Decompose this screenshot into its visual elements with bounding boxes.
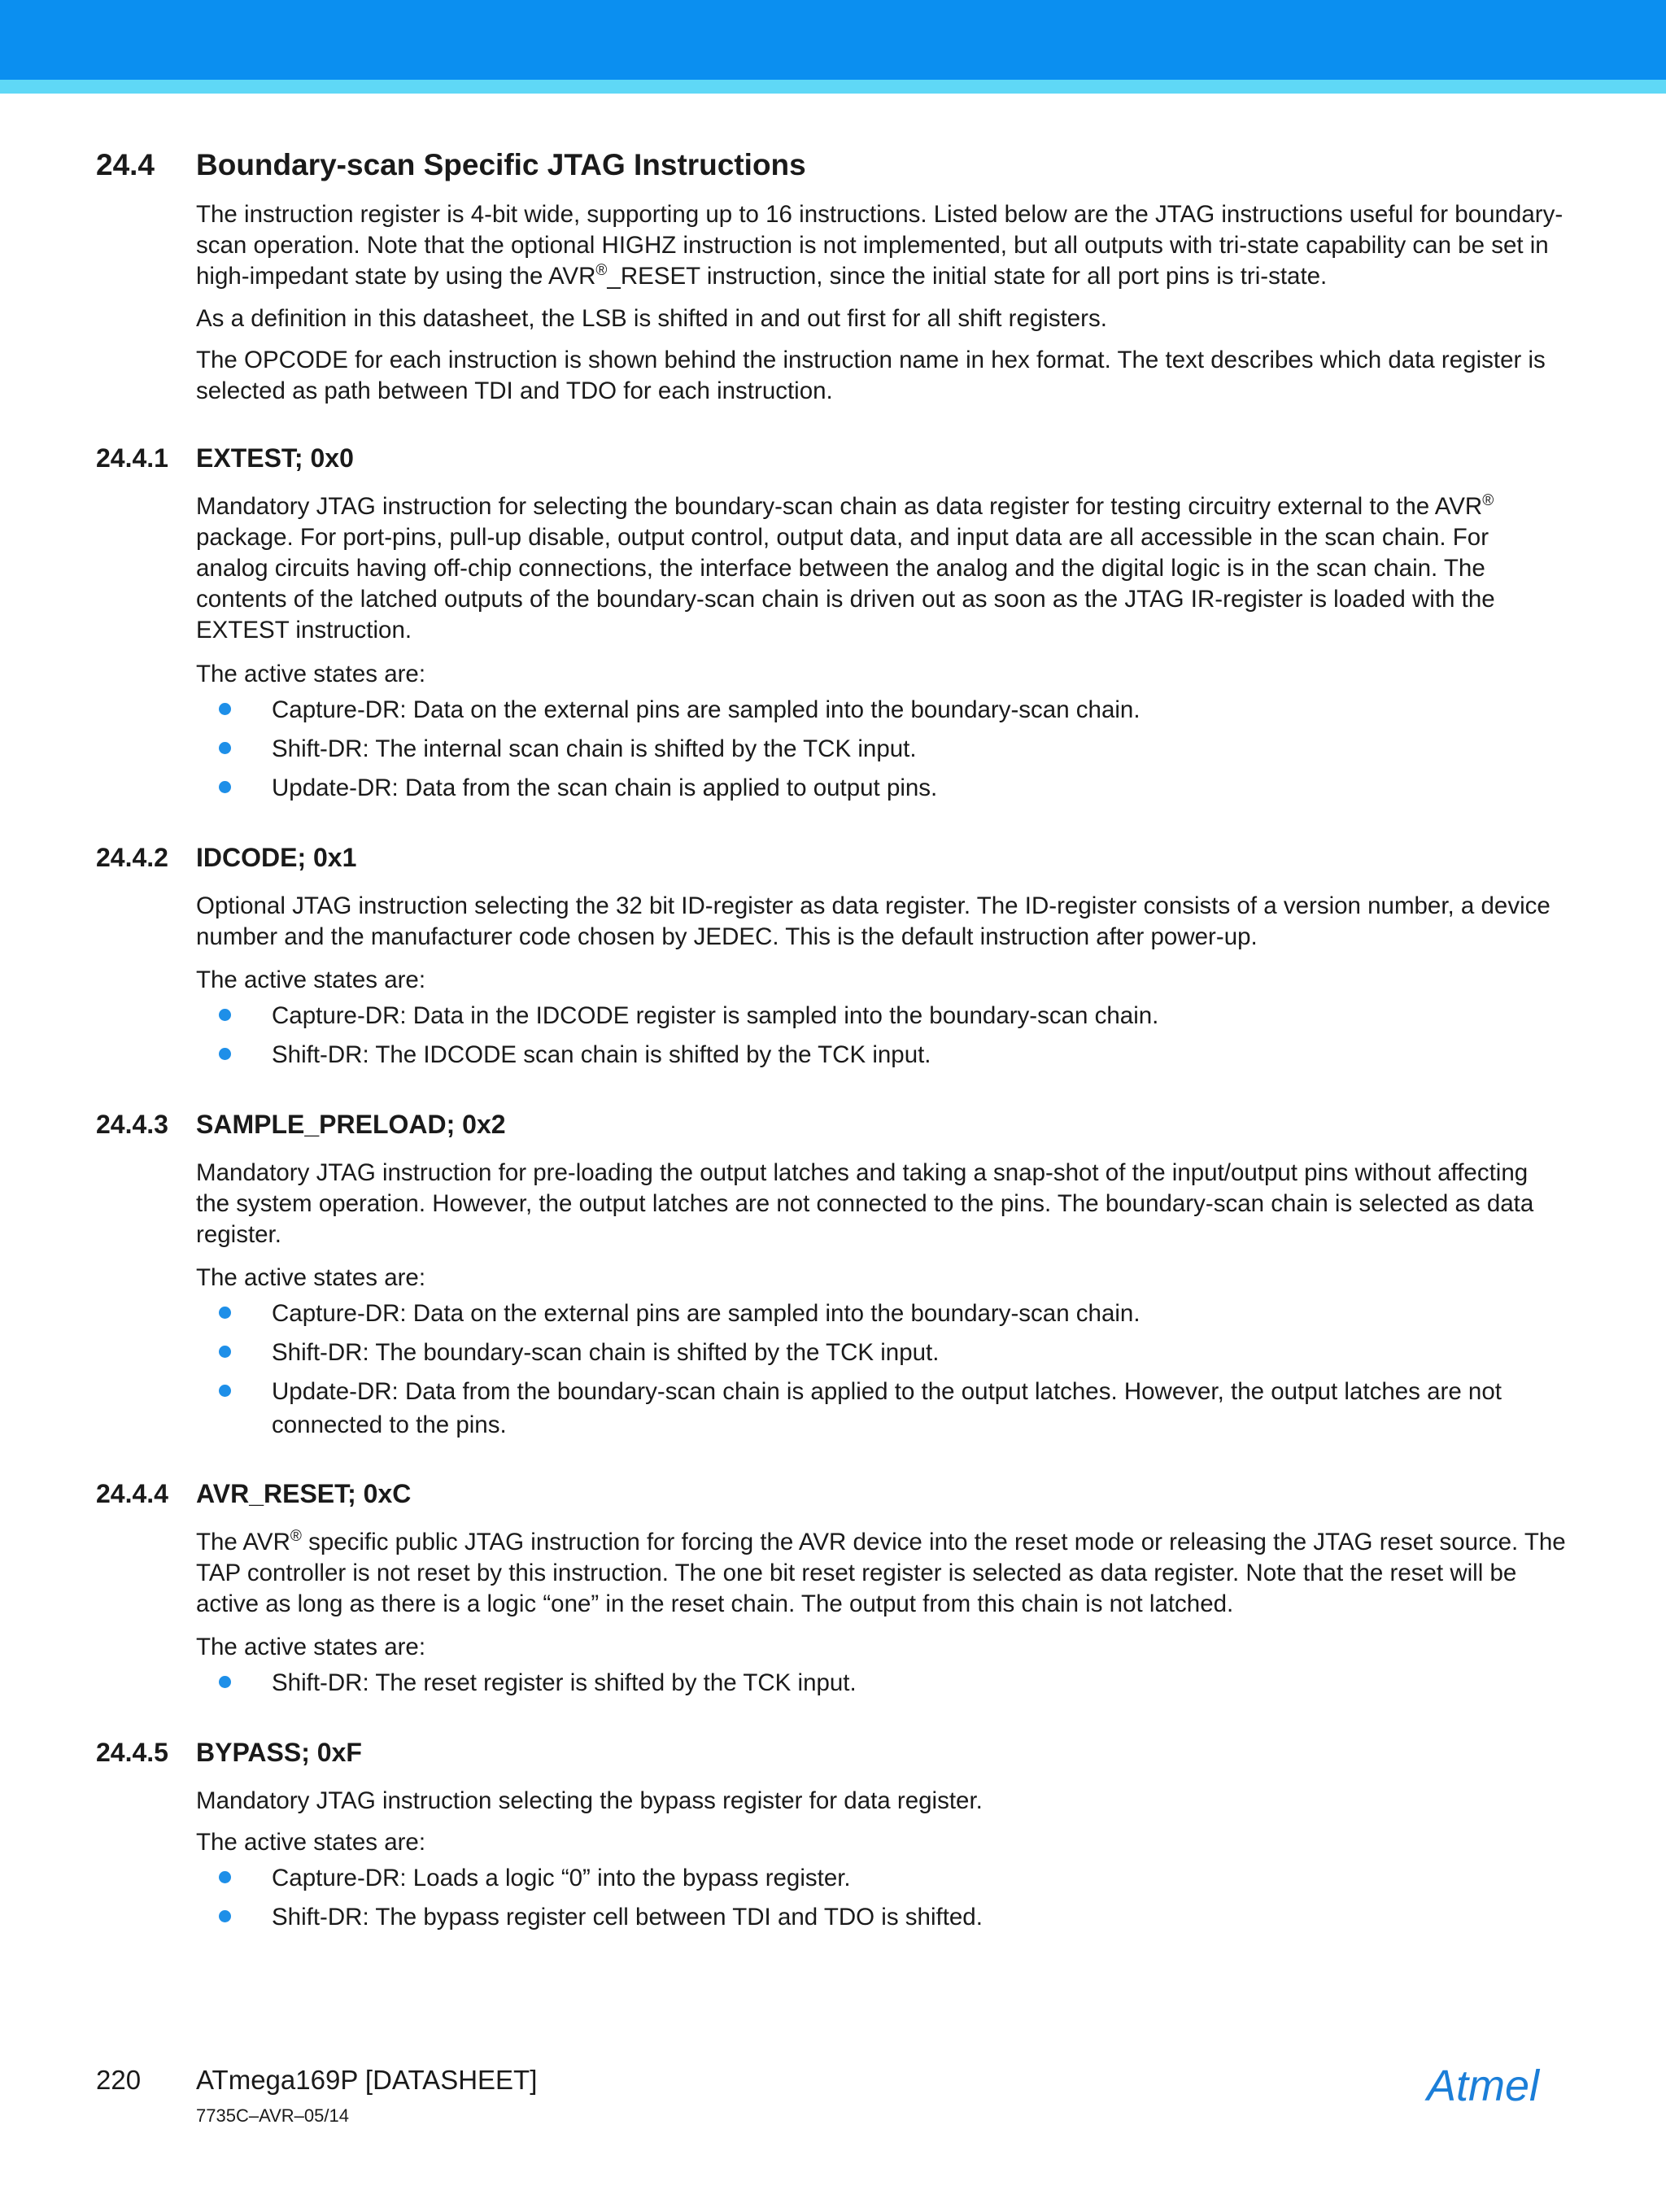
- sample-heading: 24.4.3 SAMPLE_PRELOAD; 0x2: [96, 1110, 506, 1139]
- list-item: Update-DR: Data from the scan chain is applied to output pins.: [272, 771, 1567, 805]
- document-title: ATmega169P [DATASHEET]: [196, 2065, 538, 2095]
- opcode-paragraph: The OPCODE for each instruction is shown behind the instruction name in hex format. The text describes which data register is selected as path between TDI and TDO for each instruction.: [196, 347, 1546, 404]
- bullet-icon: [219, 703, 231, 715]
- intro-paragraph: The instruction register is 4-bit wide, supporting up to 16 instructions. Listed below are the JTAG instructions useful for boundary-scan operation. Note that the optional HIGHZ instruction is not implemented, but all outputs with tri-state capability can be set in high-impedant state by using the AVR®_RESET instruction, since the initial state for all port pins is tri-state.: [196, 201, 1564, 290]
- lsb-paragraph: As a definition in this datasheet, the LSB is shifted in and out first for all shift registers.: [196, 305, 1107, 332]
- header-stripe: [0, 80, 1666, 94]
- list-item: Capture-DR: Data in the IDCODE register is sampled into the boundary-scan chain.: [272, 999, 1567, 1032]
- list-item: Capture-DR: Data on the external pins are sampled into the boundary-scan chain.: [272, 1297, 1567, 1330]
- page-number: 220: [96, 2065, 142, 2095]
- bullet-icon: [219, 742, 231, 754]
- bypass-heading: 24.4.5 BYPASS; 0xF: [96, 1738, 362, 1767]
- section-heading: [96, 148, 806, 182]
- section-number: 24.4: [96, 148, 155, 181]
- section-title: Boundary-scan Specific JTAG Instructions: [196, 148, 806, 181]
- bullet-icon: [219, 781, 231, 793]
- avr-reset-active-states: The active states are:: [196, 1634, 426, 1660]
- list-item: Update-DR: Data from the boundary-scan chain is applied to the output latches. However, the output latches are not connected to the pins.: [272, 1375, 1567, 1442]
- list-item: Shift-DR: The boundary-scan chain is shifted by the TCK input.: [272, 1336, 1567, 1369]
- list-item: Capture-DR: Data on the external pins are sampled into the boundary-scan chain.: [272, 693, 1567, 726]
- atmel-logo: [1424, 2058, 1570, 2115]
- bullet-icon: [219, 1307, 231, 1319]
- sample-active-states: The active states are:: [196, 1264, 426, 1291]
- bullet-icon: [219, 1346, 231, 1358]
- sample-paragraph: Mandatory JTAG instruction for pre-loading the output latches and taking a snap-shot of the input/output pins without affecting the system operation. However, the output latches are not connected to the pins. The boundary-scan chain is selected as data register.: [196, 1159, 1534, 1248]
- atmel-logo-text: Atmel: [1427, 2061, 1540, 2110]
- idcode-paragraph: Optional JTAG instruction selecting the 32 bit ID-register as data register. The ID-register consists of a version number, a device number and the manufacturer code chosen by JEDEC. This is the default instruction after power-up.: [196, 892, 1550, 950]
- list-item: Shift-DR: The IDCODE scan chain is shifted by the TCK input.: [272, 1038, 1567, 1071]
- bullet-icon: [219, 1676, 231, 1688]
- idcode-active-states: The active states are:: [196, 966, 426, 993]
- list-item: Capture-DR: Loads a logic “0” into the bypass register.: [272, 1861, 1567, 1895]
- extest-active-states: The active states are:: [196, 661, 426, 687]
- list-item: Shift-DR: The internal scan chain is shifted by the TCK input.: [272, 732, 1567, 766]
- avr-reset-heading: 24.4.4 AVR_RESET; 0xC: [96, 1479, 412, 1508]
- bullet-icon: [219, 1048, 231, 1060]
- list-item: Shift-DR: The bypass register cell between TDI and TDO is shifted.: [272, 1900, 1567, 1934]
- extest-heading: 24.4.1 EXTEST; 0x0: [96, 443, 354, 473]
- idcode-heading: 24.4.2 IDCODE; 0x1: [96, 843, 357, 872]
- extest-paragraph: Mandatory JTAG instruction for selecting the boundary-scan chain as data register for testing circuitry external to the AVR® package. For port-pins, pull-up disable, output control, output data, and input data are all accessible in the scan chain. For analog circuits having off-chip connections, the interface between the analog and the digital logic is in the scan chain. The contents of the latched outputs of the boundary-scan chain is driven out as soon as the JTAG IR-register is loaded with the EXTEST instruction.: [196, 492, 1495, 644]
- header-band: [0, 0, 1666, 80]
- avr-reset-paragraph: The AVR® specific public JTAG instruction for forcing the AVR device into the reset mode or releasing the JTAG reset source. The TAP controller is not reset by this instruction. The one bit reset register is selected as data register. Note that the reset will be active as long as there is a logic “one” in the reset chain. The output from this chain is not latched.: [196, 1528, 1566, 1617]
- document-id: 7735C–AVR–05/14: [196, 2105, 349, 2126]
- bullet-icon: [219, 1385, 231, 1397]
- list-item: Shift-DR: The reset register is shifted by the TCK input.: [272, 1666, 1567, 1699]
- bypass-paragraph: Mandatory JTAG instruction selecting the bypass register for data register.: [196, 1787, 983, 1814]
- bypass-active-states: The active states are:: [196, 1829, 426, 1856]
- bullet-icon: [219, 1009, 231, 1021]
- bullet-icon: [219, 1871, 231, 1883]
- bullet-icon: [219, 1910, 231, 1922]
